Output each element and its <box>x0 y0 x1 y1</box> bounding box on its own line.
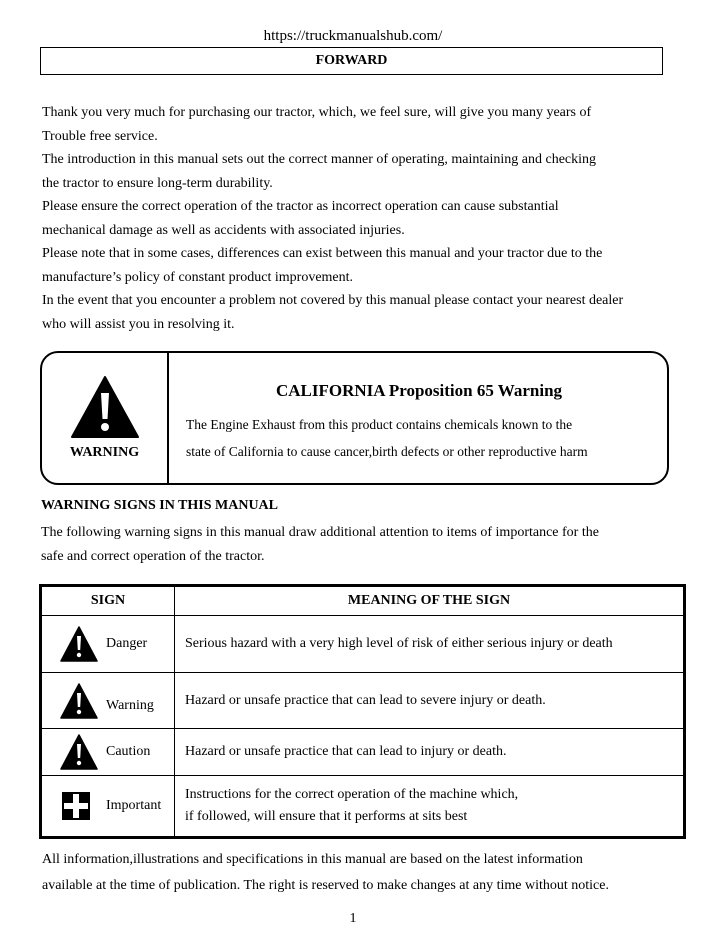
box-divider <box>167 353 169 483</box>
meaning-cell <box>175 776 685 838</box>
sign-cell <box>41 776 175 838</box>
california-warning-box <box>40 351 669 485</box>
california-line: The Engine Exhaust from this product contains chemicals known to the <box>186 417 573 432</box>
meaning-text: Serious hazard with a very high level of risk of either serious injury or death <box>185 636 613 651</box>
header-url: https://truckmanualshub.com/ <box>263 28 443 44</box>
sign-cell <box>41 616 175 673</box>
important-cross-icon <box>62 792 90 820</box>
section-title-box <box>40 47 663 75</box>
intro-line: Please note that in some cases, differences can exist between this manual and your tractor due to the <box>42 246 603 261</box>
warning-triangle-icon <box>70 375 140 439</box>
column-header-meaning: MEANING OF THE SIGN <box>175 586 685 616</box>
warning-signs-heading: WARNING SIGNS IN THIS MANUAL <box>41 498 279 513</box>
sign-name: Danger <box>106 636 148 651</box>
meaning-text: Hazard or unsafe practice that can lead to severe injury or death. <box>185 692 546 708</box>
sign-cell <box>41 673 175 729</box>
california-line: state of California to cause cancer,birth defects or other reproductive harm <box>186 444 588 459</box>
intro-line: Thank you very much for purchasing our tractor, which, we feel sure, will give you many years of <box>42 105 592 120</box>
table-row-caution <box>41 729 685 776</box>
intro-line: Trouble free service. <box>42 128 158 144</box>
warning-signs-table <box>39 584 686 839</box>
section-title: FORWARD <box>315 53 388 68</box>
warning-triangle-icon <box>60 626 98 662</box>
footer-line: All information,illustrations and specifications in this manual are based on the latest information <box>42 852 583 867</box>
column-header-sign: SIGN <box>41 586 175 616</box>
page-number: 1 <box>349 911 357 926</box>
warning-signs-intro-line: The following warning signs in this manual draw additional attention to items of importance for the <box>41 525 599 540</box>
sign-name: Warning <box>106 697 154 713</box>
meaning-cell <box>175 729 685 776</box>
footer-note <box>42 847 609 899</box>
table-row-danger <box>41 616 685 673</box>
meaning-text: Hazard or unsafe practice that can lead to injury or death. <box>185 744 507 759</box>
intro-paragraph <box>42 101 672 336</box>
intro-line: mechanical damage as well as accidents with associated injuries. <box>42 222 405 238</box>
california-text <box>186 411 588 465</box>
california-title: CALIFORNIA Proposition 65 Warning <box>275 381 563 400</box>
intro-line: who will assist you in resolving it. <box>42 316 235 332</box>
meaning-cell <box>175 673 685 729</box>
sign-name: Caution <box>106 744 151 759</box>
meaning-text: Instructions for the correct operation of the machine which, <box>185 787 519 802</box>
warning-triangle-icon <box>60 683 98 719</box>
intro-line: the tractor to ensure long-term durability. <box>42 175 273 191</box>
intro-line: The introduction in this manual sets out the correct manner of operating, maintaining and checking <box>42 152 597 167</box>
intro-line: manufacture’s policy of constant product improvement. <box>42 269 354 285</box>
warning-signs-intro <box>41 521 599 569</box>
meaning-cell <box>175 616 685 673</box>
warning-label: WARNING <box>69 445 140 460</box>
warning-signs-intro-line: safe and correct operation of the tractor. <box>41 549 265 564</box>
meaning-text: if followed, will ensure that it performs at sits best <box>185 809 468 824</box>
table-row-warning <box>41 673 685 729</box>
intro-line: In the event that you encounter a problem not covered by this manual please contact your nearest dealer <box>42 293 624 308</box>
table-row-important <box>41 776 685 838</box>
sign-name: Important <box>106 798 162 813</box>
footer-line: available at the time of publication. The right is reserved to make changes at any time without notice. <box>42 878 609 893</box>
intro-line: Please ensure the correct operation of the tractor as incorrect operation can cause substantial <box>42 199 559 214</box>
table-header-row <box>41 586 685 616</box>
sign-cell <box>41 729 175 776</box>
warning-triangle-icon <box>60 734 98 770</box>
